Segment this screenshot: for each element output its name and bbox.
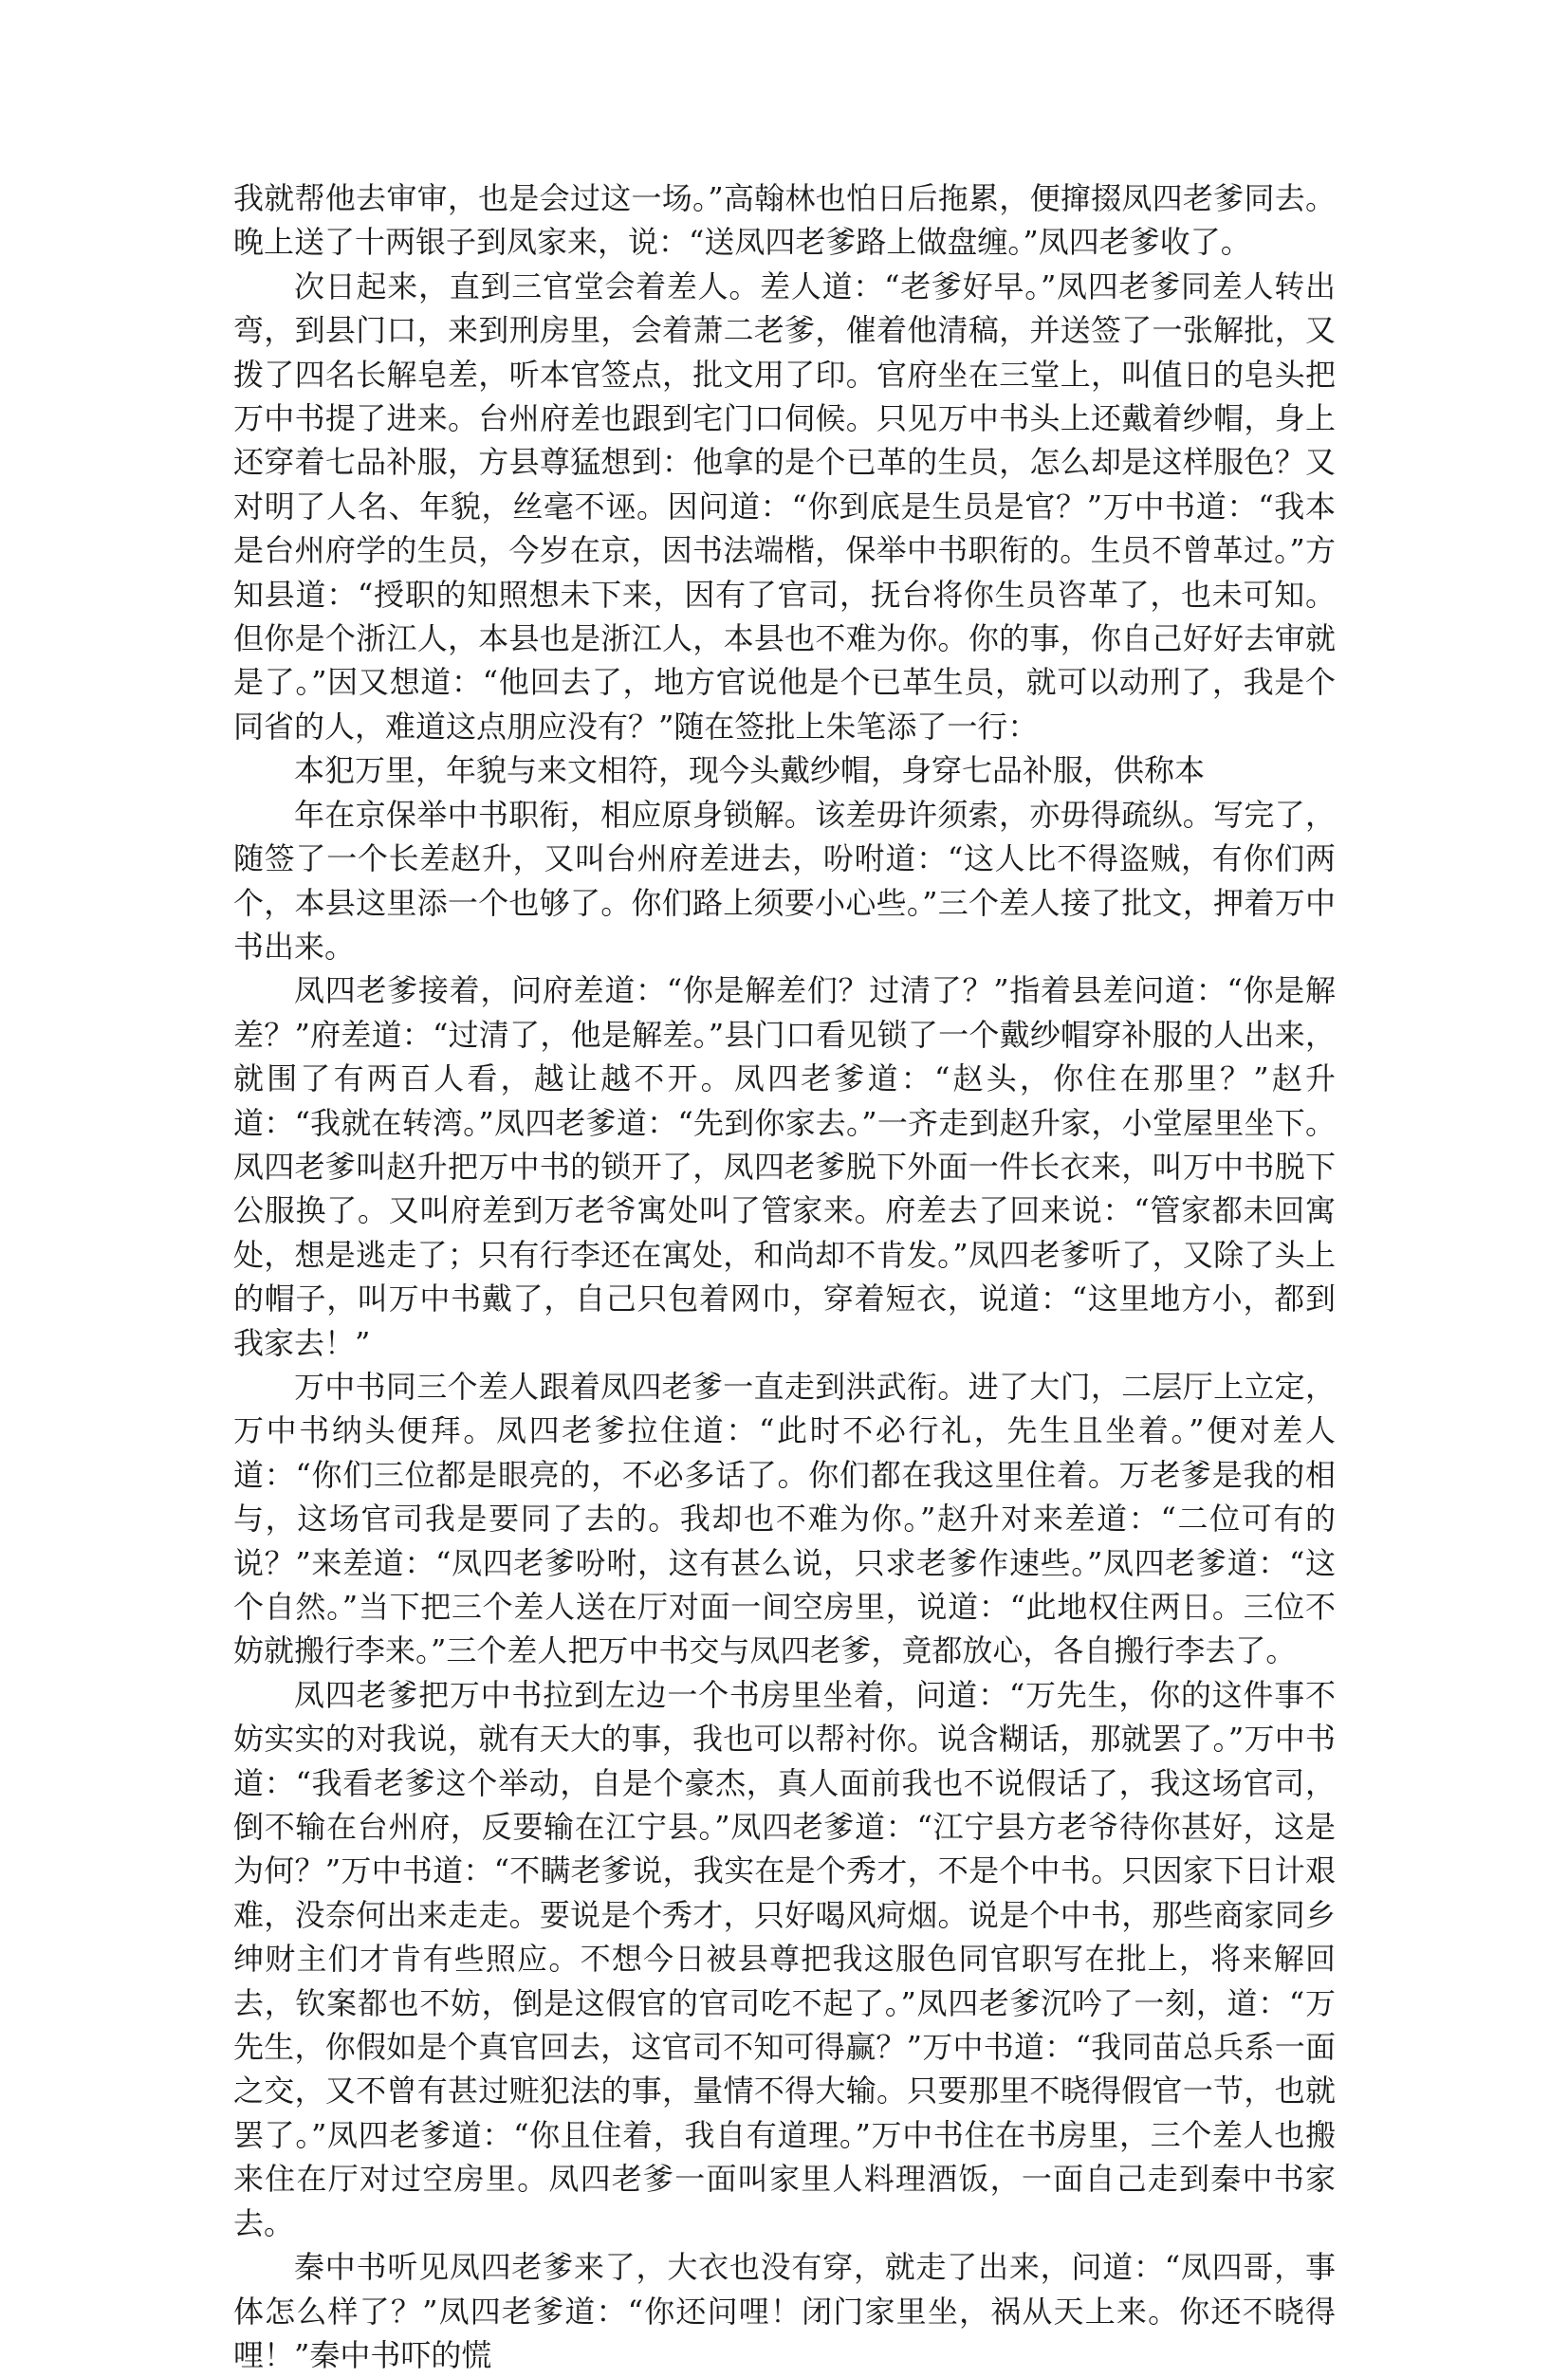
document-body [233, 176, 1336, 2377]
paragraph: 次日起来，直到三官堂会着差人。差人道：“老爹好早。”凤四老爹同差人转出弯，到县门口，来到刑房里，会着萧二老爹，催着他清稿，并送签了一张解批，又拨了四名长解皂差，听本官签点，批文用了印。官府坐在三堂上，叫值日的皂头把万中书提了进来。台州府差也跟到宅门口伺候。只见万中书头上还戴着纱帽，身上还穿着七品补服，方县尊猛想到：他拿的是个已革的生员，怎么却是这样服色？又对明了人名、年貌，丝毫不诬。因问道：“你到底是生员是官？”万中书道：“我本是台州府学的生员，今岁在京，因书法端楷，保举中书职衔的。生员不曾革过。”方知县道：“授职的知照想未下来，因有了官司，抚台将你生员咨革了，也未可知。但你是个浙江人，本县也是浙江人，本县也不难为你。你的事，你自己好好去审就是了。”因又想道：“他回去了，地方官说他是个已革生员，就可以动刑了，我是个同省的人，难道这点朋应没有？”随在签批上朱笔添了一行： [233, 267, 1336, 745]
paragraph: 我就帮他去审审，也是会过这一场。”高翰林也怕日后拖累，便撺掇凤四老爹同去。晚上送了十两银子到凤家来，说：“送凤四老爹路上做盘缠。”凤四老爹收了。 [233, 180, 1336, 261]
paragraph: 凤四老爹把万中书拉到左边一个书房里坐着，问道：“万先生，你的这件事不妨实实的对我说，就有天大的事，我也可以帮衬你。说含糊话，那就罢了。”万中书道：“我看老爹这个举动，自是个豪杰，真人面前我也不说假话了，我这场官司，倒不输在台州府，反要输在江宁县。”凤四老爹道：“江宁县方老爷待你甚好，这是为何？”万中书道：“不瞒老爹说，我实在是个秀才，不是个中书。只因家下日计艰难，没奈何出来走走。要说是个秀才，只好喝风疴烟。说是个中书，那些商家同乡绅财主们才肯有些照应。不想今日被县尊把我这服色同官职写在批上，将来解回去，钦案都也不妨，倒是这假官的官司吃不起了。”凤四老爹沉吟了一刻，道：“万先生，你假如是个真官回去，这官司不知可得赢？”万中书道：“我同苗总兵系一面之交，又不曾有甚过赃犯法的事，量情不得大输。只要那里不晓得假官一节，也就罢了。”凤四老爹道：“你且住着，我自有道理。”万中书住在书房里，三个差人也搬来住在厅对过空房里。凤四老爹一面叫家里人料理酒饭，一面自己走到秦中书家去。 [233, 1676, 1336, 2241]
paragraph: 万中书同三个差人跟着凤四老爹一直走到洪武衔。进了大门，二层厅上立定，万中书纳头便拜。凤四老爹拉住道：“此时不必行礼，先生且坐着。”便对差人道：“你们三位都是眼亮的，不必多话了。你们都在我这里住着。万老爹是我的相与，这场官司我是要同了去的。我却也不难为你。”赵升对来差道：“二位可有的说？”来差道：“凤四老爹吩咐，这有甚么说，只求老爹作速些。”凤四老爹道：“这个自然。”当下把三个差人送在厅对面一间空房里，说道：“此地权住两日。三位不妨就搬行李来。”三个差人把万中书交与凤四老爹，竟都放心，各自搬行李去了。 [233, 1368, 1336, 1669]
paragraph: 年在京保举中书职衔，相应原身锁解。该差毋许须索，亦毋得疏纵。写完了，随签了一个长差赵升，又叫台州府差进去，吩咐道：“这人比不得盗贼，有你们两个，本县这里添一个也够了。你们路上须要小心些。”三个差人接了批文，押着万中书出来。 [233, 796, 1336, 965]
paragraph: 凤四老爹接着，问府差道：“你是解差们？过清了？”指着县差问道：“你是解差？”府差道：“过清了，他是解差。”县门口看见锁了一个戴纱帽穿补服的人出来，就围了有两百人看，越让越不开。凤四老爹道：“赵头，你住在那里？”赵升道：“我就在转湾。”凤四老爹道：“先到你家去。”一齐走到赵升家，小堂屋里坐下。凤四老爹叫赵升把万中书的锁开了，凤四老爹脱下外面一件长衣来，叫万中书脱下公服换了。又叫府差到万老爷寓处叫了管家来。府差去了回来说：“管家都未回寓处，想是逃走了；只有行李还在寓处，和尚却不肯发。”凤四老爹听了，又除了头上的帽子，叫万中书戴了，自己只包着网巾，穿着短衣，说道：“这里地方小，都到我家去！” [233, 972, 1336, 1361]
paragraph: 本犯万里，年貌与来文相符，现今头戴纱帽，身穿七品补服，供称本 [294, 752, 1206, 789]
paragraph: 秦中书听见凤四老爹来了，大衣也没有穿，就走了出来，问道：“凤四哥，事体怎么样了？”凤四老爹道：“你还问哩！闭门家里坐，祸从天上来。你还不晓得哩！”秦中书吓的慌 [233, 2249, 1336, 2373]
